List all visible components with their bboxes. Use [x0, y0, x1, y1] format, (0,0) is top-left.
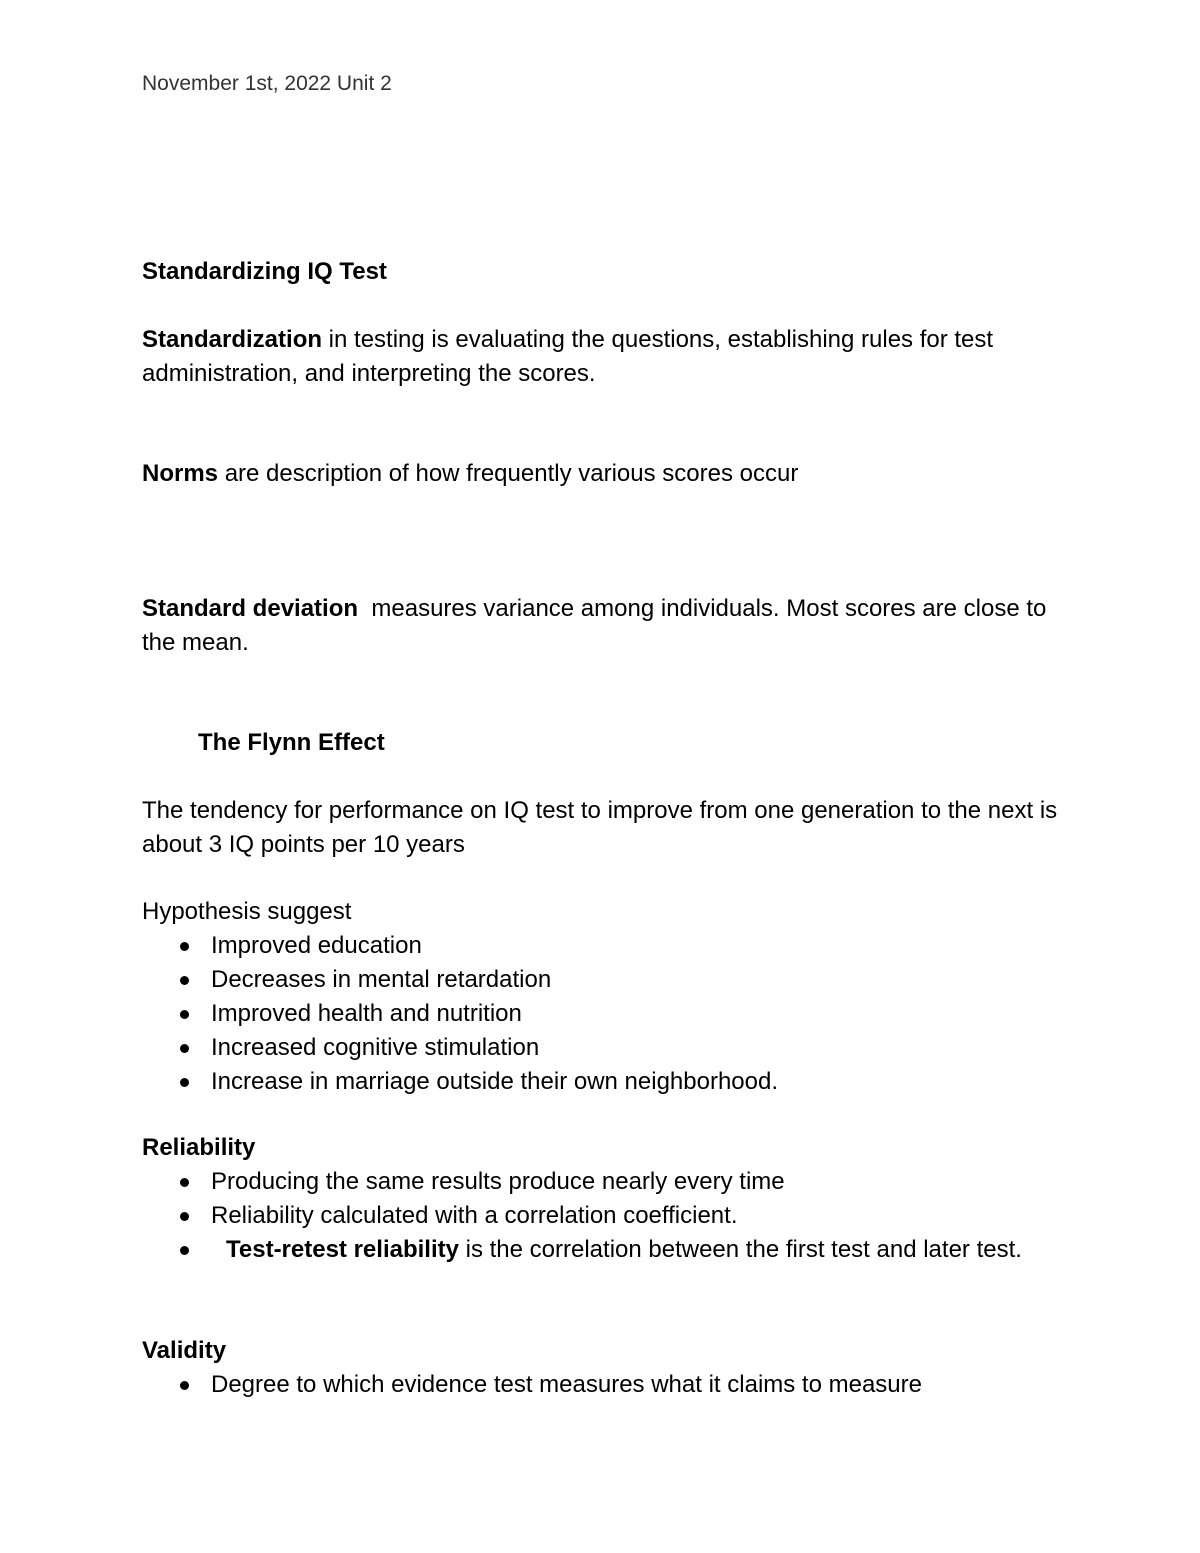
bullet-icon	[180, 942, 189, 951]
list-item-text: Degree to which evidence test measures what it claims to measure	[211, 1371, 922, 1398]
list-item-text: Increased cognitive stimulation	[211, 1034, 540, 1061]
list-item	[142, 1031, 1042, 1065]
test-retest-term: Test-retest reliability	[226, 1236, 459, 1263]
list-item-text: Decreases in mental retardation	[211, 966, 552, 993]
bullet-icon	[180, 1078, 189, 1087]
standard-deviation-term: Standard deviation	[142, 595, 359, 622]
flynn-effect-title: The Flynn Effect	[198, 729, 385, 756]
bullet-icon	[180, 1246, 189, 1255]
hypothesis-heading: Hypothesis suggest	[142, 898, 352, 925]
list-item-text: Improved health and nutrition	[211, 1000, 522, 1027]
reliability-list	[142, 1165, 1042, 1267]
norms-definition	[142, 457, 1072, 491]
list-item-text: Reliability calculated with a correlation coefficient.	[211, 1202, 738, 1229]
list-item	[142, 1233, 1042, 1267]
section-title: Standardizing IQ Test	[142, 258, 387, 285]
list-item-text: Improved education	[211, 932, 422, 959]
flynn-effect-body: The tendency for performance on IQ test to improve from one generation to the next is about 3 IQ points per 10 years	[142, 797, 1058, 858]
bullet-icon	[180, 1178, 189, 1187]
norms-term: Norms	[142, 460, 219, 487]
bullet-icon	[180, 1212, 189, 1221]
standardization-text: in testing is evaluating the questions, establishing rules for test administration, and interpreting the scores.	[142, 326, 994, 387]
list-item-text: Increase in marriage outside their own neighborhood.	[211, 1068, 779, 1095]
document-header: November 1st, 2022 Unit 2	[142, 72, 392, 95]
norms-text: are description of how frequently various scores occur	[218, 460, 799, 487]
list-item	[142, 1368, 1042, 1402]
list-item	[142, 1065, 1042, 1099]
standard-deviation-definition	[142, 592, 1072, 660]
validity-heading: Validity	[142, 1337, 227, 1364]
test-retest-text: is the correlation between the first test and later test.	[458, 1236, 1022, 1263]
reliability-heading: Reliability	[142, 1134, 256, 1161]
bullet-icon	[180, 1010, 189, 1019]
bullet-icon	[180, 1044, 189, 1053]
standardization-term: Standardization	[142, 326, 323, 353]
hypothesis-list	[142, 929, 1042, 1099]
list-item-text: Producing the same results produce nearly every time	[211, 1168, 785, 1195]
standard-deviation-text: measures variance among individuals. Most scores are close to the mean.	[142, 595, 1054, 656]
bullet-icon	[180, 976, 189, 985]
validity-list	[142, 1368, 1042, 1402]
bullet-icon	[180, 1381, 189, 1390]
list-item	[142, 929, 1042, 963]
list-item	[142, 1199, 1042, 1233]
list-item	[142, 1165, 1042, 1199]
list-item	[142, 997, 1042, 1031]
standardization-definition	[142, 323, 1072, 391]
list-item	[142, 963, 1042, 997]
